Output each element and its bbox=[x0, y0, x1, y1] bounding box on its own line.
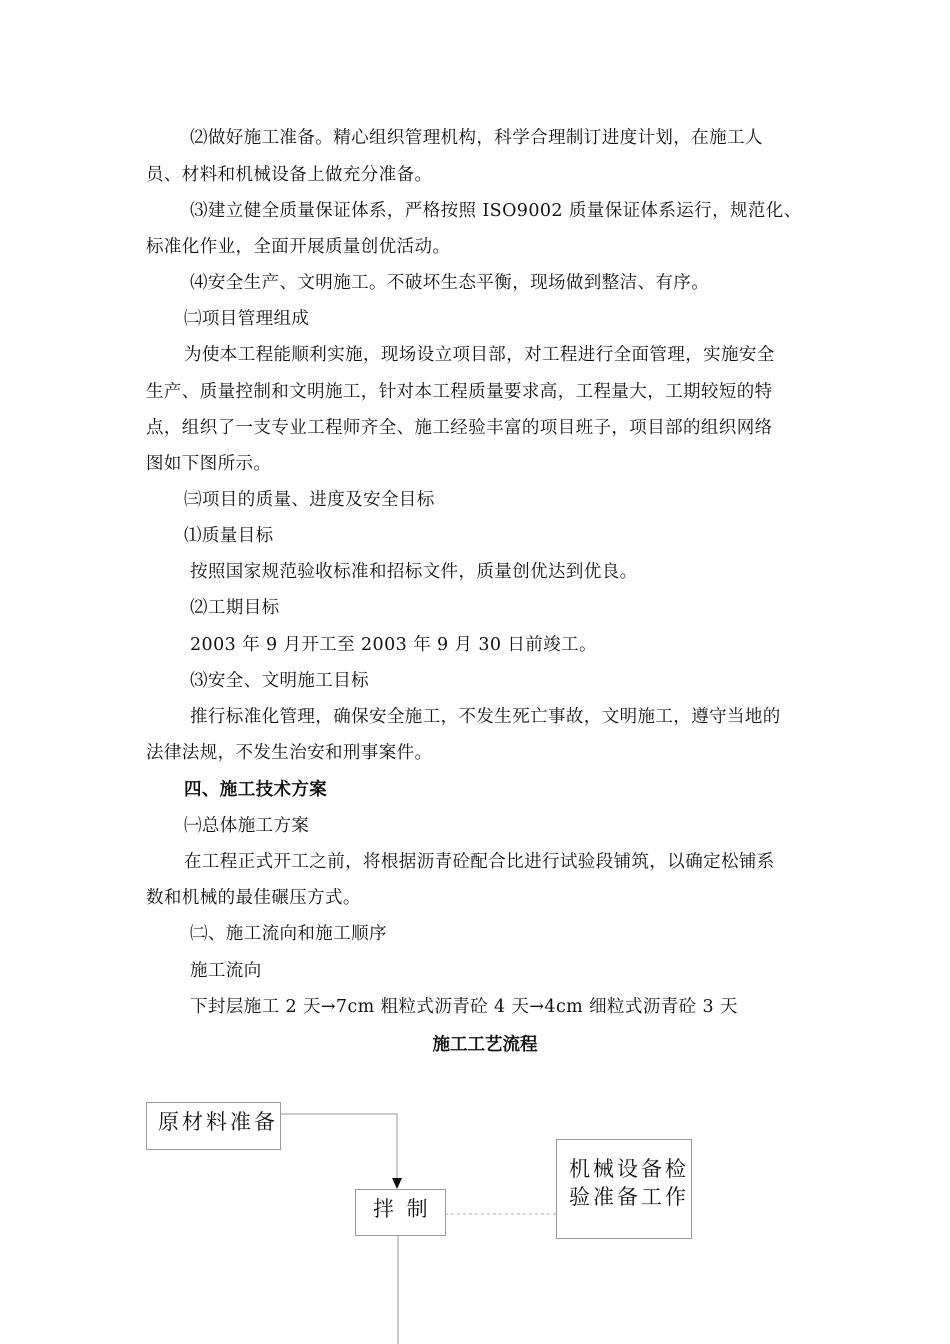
paragraph-line: ⑵做好施工准备。精心组织管理机构，科学合理制订进度计划，在施工人 bbox=[190, 128, 763, 148]
section-heading: ㈡、施工流向和施工顺序 bbox=[190, 924, 387, 944]
paragraph-line: 员、材料和机械设备上做充分准备。 bbox=[146, 165, 433, 185]
paragraph-line: 推行标准化管理，确保安全施工，不发生死亡事故，文明施工，遵守当地的 bbox=[190, 707, 781, 727]
connector-raw-to-mix bbox=[280, 1114, 397, 1180]
paragraph-line: 为使本工程能顺利实施，现场设立项目部，对工程进行全面管理，实施安全 bbox=[184, 345, 775, 365]
subsection-heading: ⑶安全、文明施工目标 bbox=[190, 671, 369, 691]
flow-box-label: 机械设备检 bbox=[569, 1157, 689, 1181]
flow-box-equipment bbox=[556, 1139, 692, 1239]
flow-box-label: 原材料准备 bbox=[158, 1110, 278, 1134]
chapter-heading: 四、施工技术方案 bbox=[184, 780, 328, 800]
paragraph-line: 生产、质量控制和文明施工，针对本工程质量要求高，工程量大，工期较短的特 bbox=[146, 382, 773, 402]
section-heading: ㈠总体施工方案 bbox=[184, 816, 310, 836]
flow-title: 施工工艺流程 bbox=[432, 1035, 538, 1055]
flow-box-label: 验准备工作 bbox=[569, 1185, 689, 1209]
paragraph-line: 标准化作业，全面开展质量创优活动。 bbox=[146, 237, 451, 257]
subsection-heading: ⑴质量目标 bbox=[184, 526, 274, 546]
arrow-head-icon bbox=[392, 1178, 402, 1189]
section-heading: ㈢项目的质量、进度及安全目标 bbox=[184, 490, 435, 510]
paragraph-line: ⑶建立健全质量保证体系，严格按照 ISO9002 质量保证体系运行，规范化、 bbox=[190, 201, 802, 221]
paragraph-line: 按照国家规范验收标准和招标文件，质量创优达到优良。 bbox=[190, 562, 638, 582]
paragraph-line: ⑷安全生产、文明施工。不破坏生态平衡，现场做到整洁、有序。 bbox=[190, 273, 710, 293]
flow-box-mixing bbox=[355, 1189, 446, 1236]
paragraph-line: 点，组织了一支专业工程师齐全、施工经验丰富的项目班子，项目部的组织网络 bbox=[146, 418, 773, 438]
paragraph-line: 图如下图所示。 bbox=[146, 454, 272, 474]
flow-box-raw-material bbox=[146, 1102, 281, 1150]
subsection-heading: ⑵工期目标 bbox=[190, 598, 280, 618]
flow-box-label: 拌 制 bbox=[373, 1197, 431, 1221]
paragraph-line: 法律法规，不发生治安和刑事案件。 bbox=[146, 743, 433, 763]
paragraph-line: 下封层施工 2 天→7cm 粗粒式沥青砼 4 天→4cm 细粒式沥青砼 3 天 bbox=[190, 997, 738, 1017]
paragraph-line: 施工流向 bbox=[190, 961, 262, 981]
paragraph-line: 2003 年 9 月开工至 2003 年 9 月 30 日前竣工。 bbox=[190, 635, 597, 655]
section-heading: ㈡项目管理组成 bbox=[184, 309, 310, 329]
paragraph-line: 数和机械的最佳碾压方式。 bbox=[146, 888, 361, 908]
paragraph-line: 在工程正式开工之前，将根据沥青砼配合比进行试验段铺筑，以确定松铺系 bbox=[184, 852, 775, 872]
